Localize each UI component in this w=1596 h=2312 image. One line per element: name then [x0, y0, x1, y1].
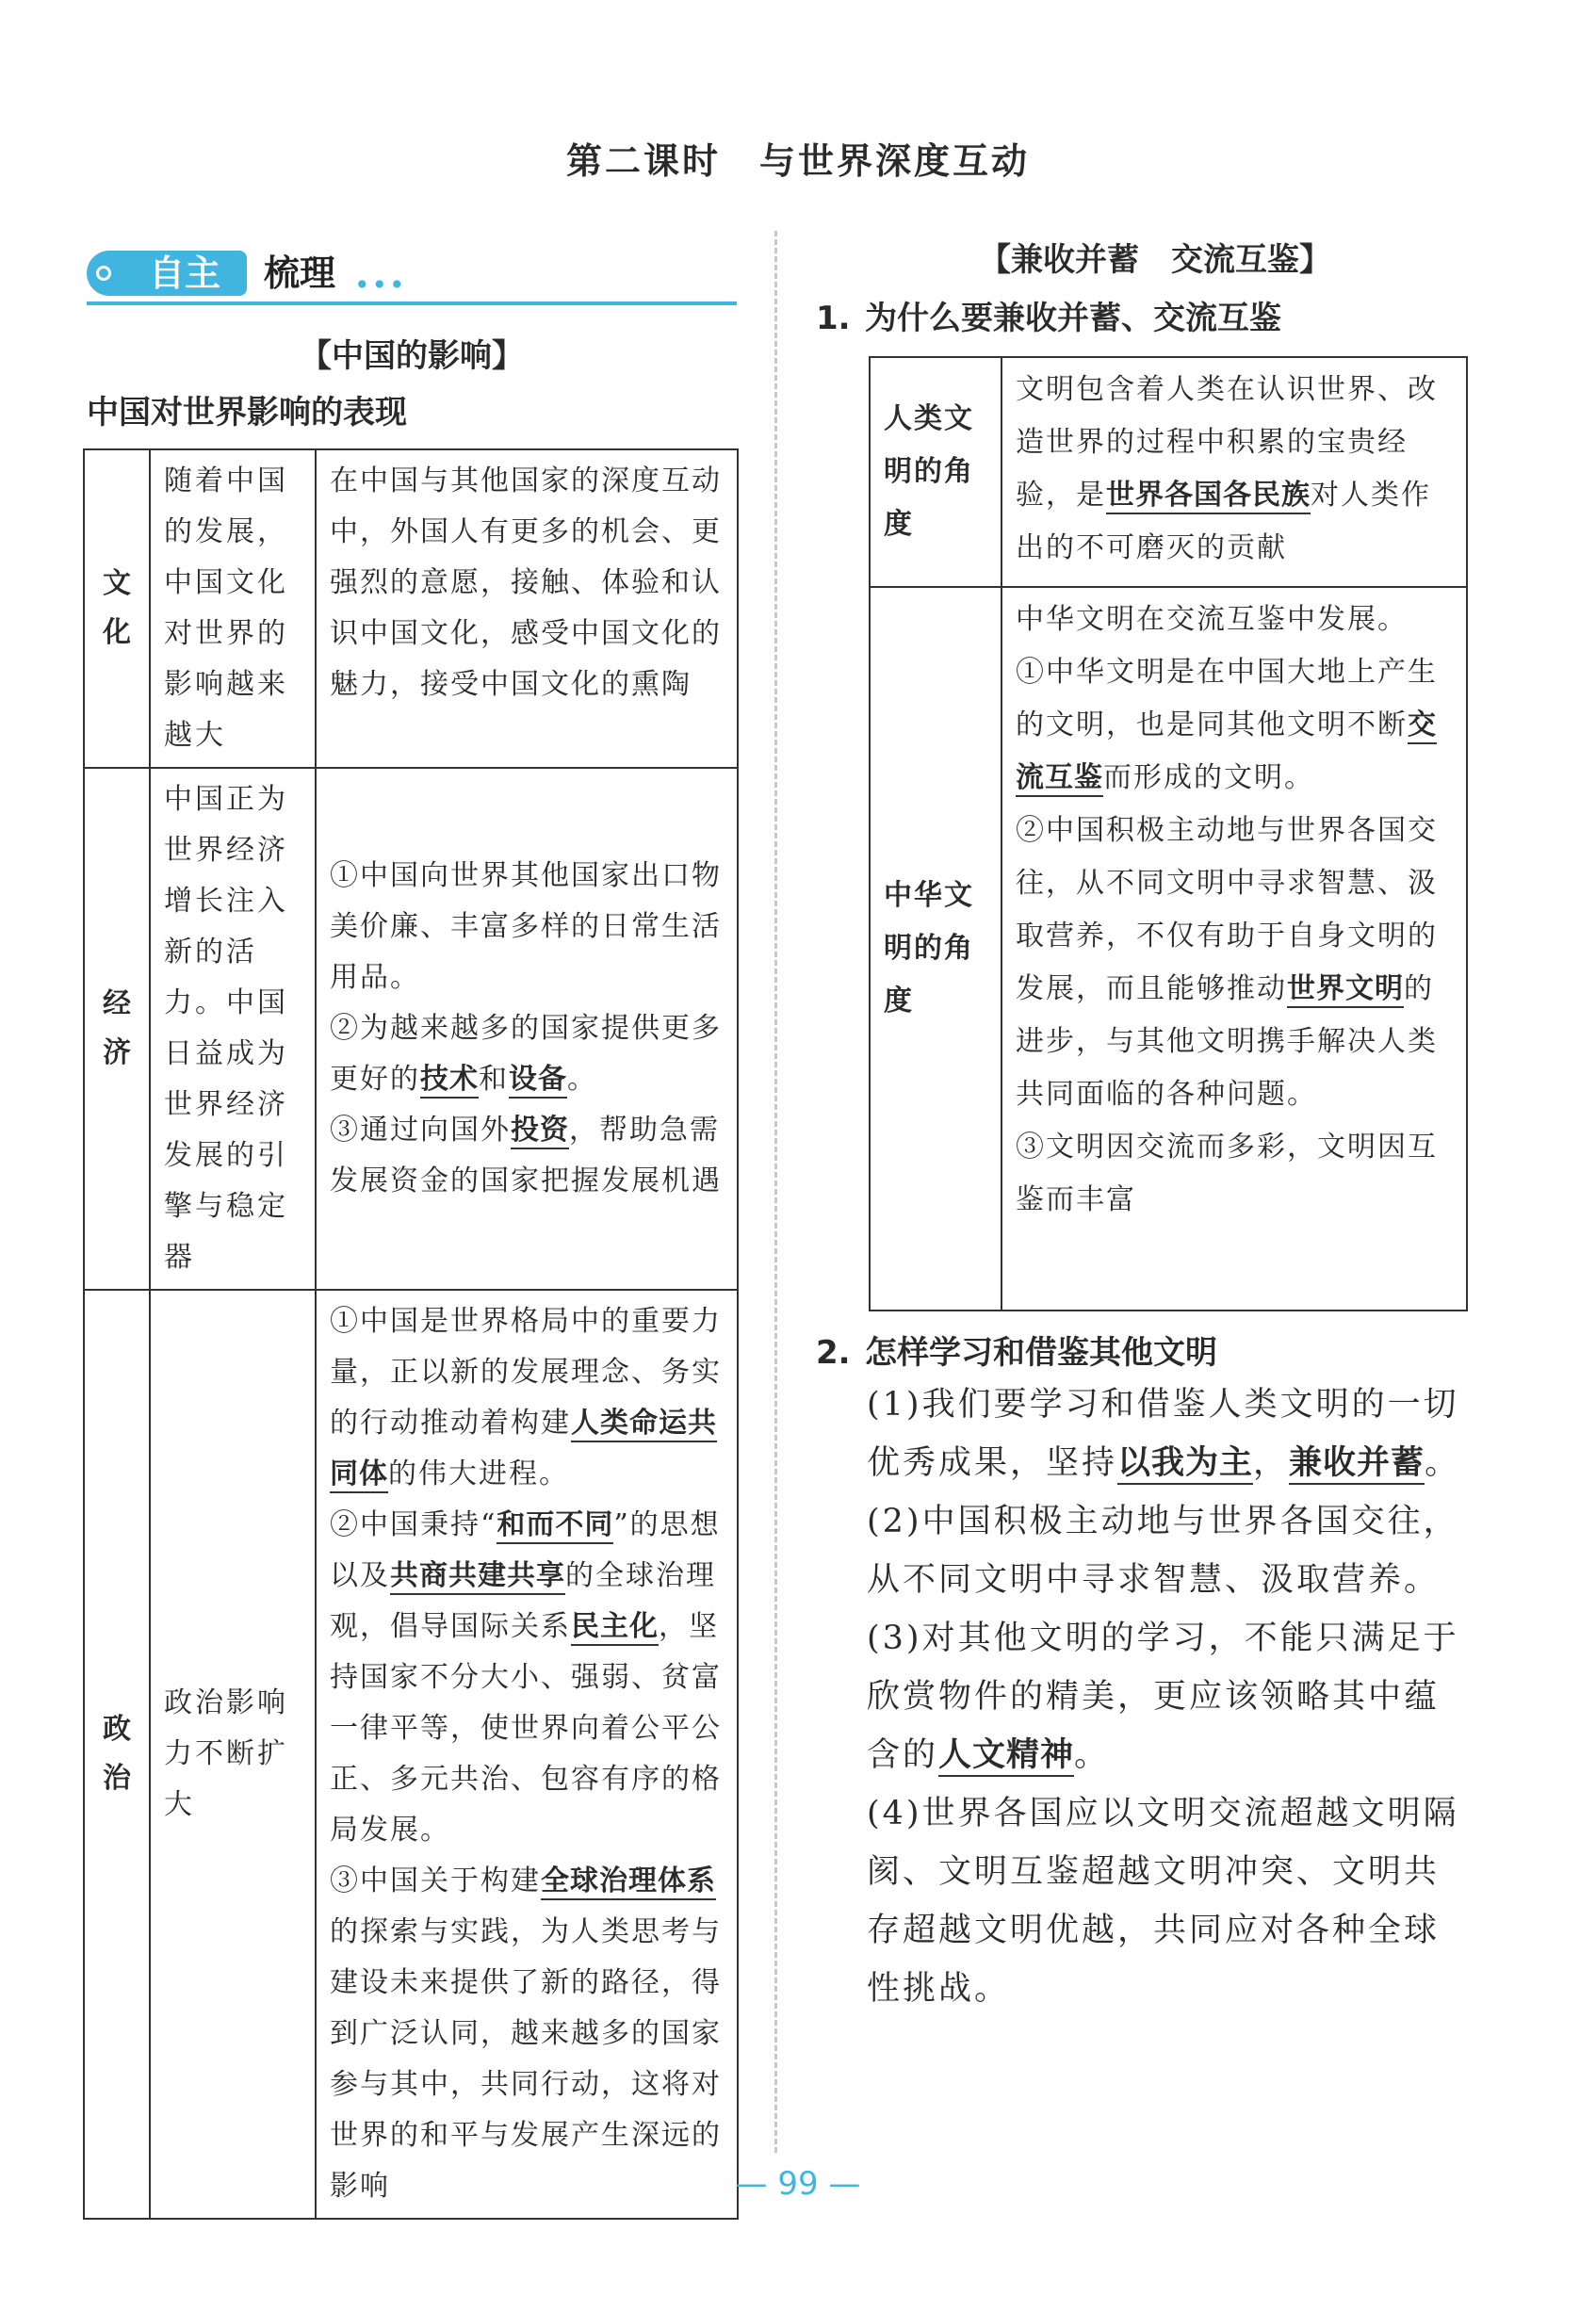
summary-cell: 中国正为世界经济增长注入新的活力。中国日益成为世界经济发展的引擎与稳定器 [150, 768, 316, 1290]
category-cell: 人类文明的角度 [884, 402, 974, 541]
left-section-title: 【中国的影响】 [300, 337, 524, 375]
detail-cell: 中华文明在交流互鉴中发展。 ①中华文明是在中国大地上产生的文明，也是同其他文明不断交流互鉴而形成的文明。 ②中国积极主动地与世界各国交往，从不同文明中寻求智慧、汲取营养，不仅有助于自身文明的发展，而且能够推动世界文明的进步，与其他文明携手解决人类共同面临的各种问题。 ③文明因交流而多彩，文明因互鉴而丰富 [1002, 587, 1467, 1311]
keyword: 交流互鉴 [1016, 708, 1437, 797]
keyword: 共商共建共享 [390, 1559, 565, 1595]
detail-cell: ①中国是世界格局中的重要力量，正以新的发展理念、务实的行动推动着构建人类命运共同体的伟大进程。 ②中国秉持“和而不同”的思想以及共商共建共享的全球治理观，倡导国际关系民主化，坚持国家不分大小、强弱、贫富一律平等，使世界向着公平公正、多元共治、包容有序的格局发展。 ③中国关于构建全球治理体系的探索与实践，为人类思考与建设未来提供了新的路径，得到广泛认同，越来越多的国家参与其中，共同行动，这将对世界的和平与发展产生深远的影响 [316, 1290, 738, 2219]
keyword: 技术 [420, 1063, 479, 1099]
table-row [84, 768, 738, 1290]
left-subtitle: 中国对世界影响的表现 [87, 394, 407, 431]
civilization-table [869, 356, 1468, 1311]
keyword: 世界文明 [1287, 972, 1404, 1008]
keyword: 人文精神 [938, 1736, 1074, 1777]
summary-cell: 政治影响力不断扩大 [150, 1290, 316, 2219]
banner-label-1: 自主 [149, 252, 221, 294]
detail-cell: 文明包含着人类在认识世界、改造世界的过程中积累的宝贵经验，是世界各国各民族对人类作出的不可磨灭的贡献 [1002, 357, 1467, 587]
question-2: 2. 怎样学习和借鉴其他文明 [816, 1334, 1217, 1372]
target-icon [96, 266, 111, 281]
banner-underline [87, 301, 737, 305]
detail-cell: ①中国向世界其他国家出口物美价廉、丰富多样的日常生活用品。 ②为越来越多的国家提供更多更好的技术和设备。 ③通过向国外投资，帮助急需发展资金的国家把握发展机遇 [316, 768, 738, 1290]
table-row [870, 587, 1467, 1311]
china-influence-table [83, 448, 739, 2220]
keyword: 民主化 [571, 1610, 659, 1646]
detail-cell: 在中国与其他国家的深度互动中，外国人有更多的机会、更强烈的意愿，接触、体验和认识中国文化，感受中国文化的魅力，接受中国文化的熏陶 [316, 449, 738, 768]
page-number: — 99 — [735, 2165, 861, 2203]
answer-1: (1)我们要学习和借鉴人类文明的一切优秀成果，坚持以我为主，兼收并蓄。 [867, 1376, 1466, 1492]
right-section-title: 【兼收并蓄 交流互鉴】 [979, 241, 1331, 279]
keyword: 以我为主 [1117, 1444, 1253, 1485]
section-banner [87, 247, 737, 311]
question-1: 1. 为什么要兼收并蓄、交流互鉴 [816, 300, 1281, 337]
keyword: 设备 [509, 1063, 567, 1099]
keyword: 全球治理体系 [541, 1864, 716, 1900]
table-row [84, 449, 738, 768]
category-cell: 中华文明的角度 [884, 879, 974, 1018]
answer-3: (3)对其他文明的学习，不能只满足于欣赏物件的精美，更应该领略其中蕴含的人文精神。 [867, 1609, 1466, 1784]
table-row [870, 357, 1467, 587]
keyword: 世界各国各民族 [1106, 479, 1311, 514]
page-title: 第二课时 与世界深度互动 [565, 140, 1030, 182]
table-row [84, 1290, 738, 2219]
keyword: 投资 [511, 1114, 569, 1149]
dots-icon: ••• [354, 269, 407, 301]
keyword: 人类命运共同体 [330, 1407, 717, 1493]
banner-label-2: 梳理 [264, 252, 336, 294]
keyword: 和而不同 [497, 1508, 613, 1544]
answers-block [867, 1376, 1466, 2018]
summary-cell: 随着中国的发展，中国文化对世界的影响越来越大 [150, 449, 316, 768]
answer-4: (4)世界各国应以文明交流超越文明隔阂、文明互鉴超越文明冲突、文明共存超越文明优越，共同应对各种全球性挑战。 [867, 1795, 1459, 2008]
keyword: 兼收并蓄 [1289, 1444, 1425, 1485]
category-cell: 文化 [103, 567, 131, 649]
category-cell: 政治 [103, 1713, 131, 1795]
column-divider [774, 231, 777, 2153]
category-cell: 经济 [103, 987, 131, 1069]
answer-2: (2)中国积极主动地与世界各国交往，从不同文明中寻求智慧、汲取营养。 [867, 1503, 1459, 1599]
